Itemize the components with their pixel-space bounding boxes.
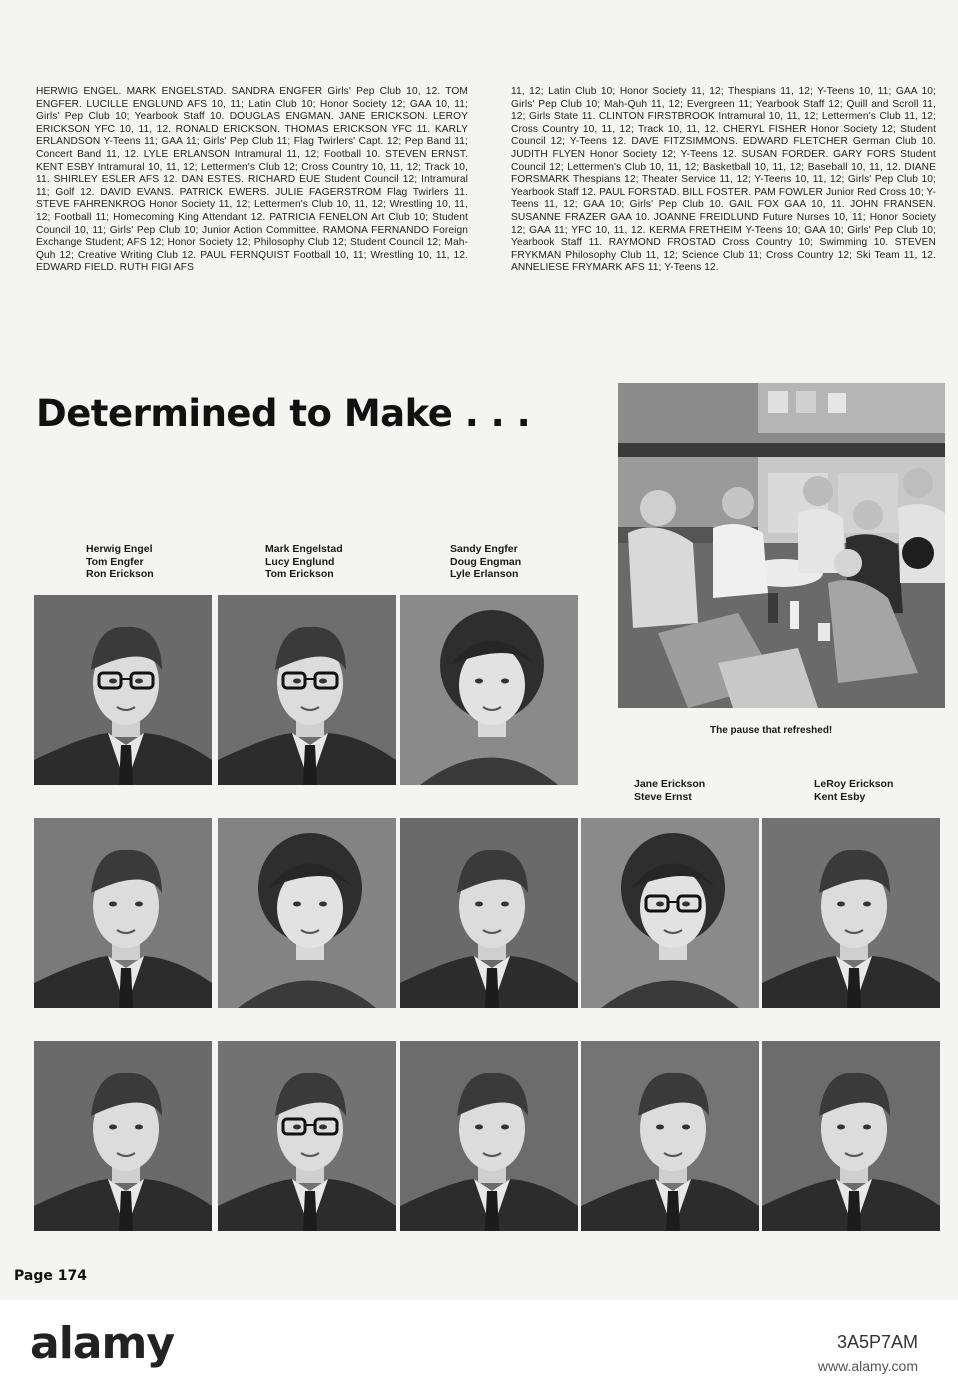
portrait-illustration xyxy=(762,818,940,1008)
watermark-url: www.alamy.com xyxy=(817,1358,918,1374)
portrait-illustration xyxy=(218,1041,396,1231)
student-portrait xyxy=(581,1041,759,1231)
student-name: Steve Ernst xyxy=(634,790,692,803)
student-name: LeRoy Erickson xyxy=(814,778,894,790)
student-portrait xyxy=(218,1041,396,1231)
portrait-illustration xyxy=(34,595,212,785)
student-portrait xyxy=(400,1041,578,1231)
student-name: Doug Engman xyxy=(450,555,522,568)
portrait-illustration xyxy=(34,1041,212,1231)
student-portrait xyxy=(400,595,578,785)
page-number: Page 174 xyxy=(14,1268,87,1284)
student-name: Tom Engfer xyxy=(86,555,144,568)
activities-text-right: 11, 12; Latin Club 10; Honor Society 11, 12; Thespians 11, 12; Y-Teens 10, 11; GAA 10; Girls' Pep Club 10; Mah-Quh 11, 12; Evergreen 11; Yearbook Staff 12; Quill and Scroll 11, 12; Girls State 11. CLINTON FIRSTBROOK Intramural 10, 11, 12; Lettermen's Club 11, 12; Cross Country 10, 11, 12; Track 10, 11, 12. CHERYL FISHER Honor Society 12; Student Council 12; Y-Teens 12. DAVE FITZSIMMONS. EDWARD FLETCHER German Club 10. JUDITH FLYEN Honor Society 12; Y-Teens 12. SUSAN FORDER. GARY FORS Student Council 12; Lettermen's Club 10, 11, 12; Basketball 10, 11, 12; Baseball 10, 11, 12. DIANE FORSMARK Thespians 12; Theater Service 11, 12; Y-Teens 10, 11, 12; Girls' Pep Club 10; Yearbook Staff 12. PAUL FORSTAD. BILL FOSTER. PAM FOWLER Junior Red Cross 10; Y-Teens 11, 12; GAA 10; Girls' Pep Club 10. GAIL FOX GAA 10, 11. JOHN FRANSEN. SUSANNE FRAZER GAA 10. JOANNE FREIDLUND Future Nurses 10, 11; Honor Society 12; GAA 11; YFC 10, 11, 12. KERMA FRETHEIM Y-Teens 10; GAA 10; Girls' Pep Club 10; Yearbook Staff 11. RAYMOND FROSTAD Cross Country 10; Swimming 10. STEVEN FRYKMAN Philosophy Club 11, 12; Science Club 11; Cross Country 12; Ski Team 11, 12. ANNELIESE FRYMARK AFS 11; Y-Teens 12. xyxy=(511,86,936,274)
portrait-illustration xyxy=(400,1041,578,1231)
student-portrait xyxy=(762,1041,940,1231)
student-portrait xyxy=(34,818,212,1008)
student-name: Tom Erickson xyxy=(265,568,334,580)
name-group-col-4 xyxy=(634,778,705,803)
student-portrait xyxy=(762,818,940,1008)
student-portrait xyxy=(218,818,396,1008)
student-portrait xyxy=(34,595,212,785)
student-name: Jane Erickson xyxy=(634,778,706,790)
student-portrait xyxy=(400,818,578,1008)
portrait-illustration xyxy=(218,818,396,1008)
name-group-col-2 xyxy=(265,543,343,581)
candid-photo xyxy=(618,383,945,708)
portrait-illustration xyxy=(400,818,578,1008)
portrait-illustration xyxy=(762,1041,940,1231)
student-name: Herwig Engel xyxy=(86,543,153,555)
portrait-illustration xyxy=(218,595,396,785)
student-portrait xyxy=(581,818,759,1008)
student-name: Lyle Erlanson xyxy=(450,568,519,580)
student-name: Lucy Englund xyxy=(265,555,335,568)
portrait-illustration xyxy=(34,818,212,1008)
student-portrait xyxy=(34,1041,212,1231)
student-name: Mark Engelstad xyxy=(265,543,343,555)
activities-text-left: HERWIG ENGEL. MARK ENGELSTAD. SANDRA ENGFER Girls' Pep Club 10, 12. TOM ENGFER. LUCILLE ENGLUND AFS 10, 11; Latin Club 10; Honor Society 12; GAA 10, 11; Girls' Pep Club 10; Yearbook Staff 10. DOUGLAS ENGMAN. JANE ERICKSON. LEROY ERICKSON YFC 10, 11, 12. RONALD ERICKSON. THOMAS ERICKSON YFC 11. KARLY ERLANDSON Y-Teens 11; GAA 11; Girls' Pep Club 11; Flag Twirlers' Capt. 12; Pep Band 11; Concert Band 11, 12. LYLE ERLANSON Intramural 11, 12; Football 10. STEVEN ERNST. KENT ESBY Intramural 10, 11, 12; Lettermen's Club 12; Cross Country 10, 11, 12; Track 10, 11. SHIRLEY ESLER AFS 12. DAN ESTES. RICHARD EUE Student Council 12; Intramural 11; Golf 12. DAVID EVANS. PATRICK EWERS. JULIE FAGERSTROM Flag Twirlers 11. STEVE FAHRENKROG Honor Society 11, 12; Lettermen's Club 10, 11, 12; Wrestling 10, 11, 12; Football 11; Homecoming King Attendant 12. PATRICIA FENELON Art Club 10; Student Council 10, 11; Girls' Pep Club 10; Junior Action Committee. RAMONA FERNANDO Foreign Exchange Student; AFS 12; Honor Society 12; Philosophy Club 12; Student Council 12; Mah-Quh 12; Creative Writing Club 12. PAUL FERNQUIST Football 10, 11; Wrestling 10, 11, 12. EDWARD FIELD. RUTH FIGI AFS xyxy=(36,86,468,274)
name-group-col-5 xyxy=(814,778,893,803)
student-portrait xyxy=(218,595,396,785)
portrait-illustration xyxy=(400,595,578,785)
watermark-logo: alamy xyxy=(30,1318,174,1369)
candid-photo-illustration xyxy=(618,383,945,708)
student-name: Kent Esby xyxy=(814,790,866,803)
portrait-illustration xyxy=(581,1041,759,1231)
name-group-col-1 xyxy=(86,543,154,581)
watermark-image-code: 3A5P7AM xyxy=(836,1332,918,1352)
portrait-illustration xyxy=(581,818,759,1008)
name-group-col-3 xyxy=(450,543,521,581)
section-heading: Determined to Make . . . xyxy=(36,392,531,435)
photo-caption: The pause that refreshed! xyxy=(710,725,833,736)
student-name: Ron Erickson xyxy=(86,568,154,580)
student-name: Sandy Engfer xyxy=(450,543,518,555)
